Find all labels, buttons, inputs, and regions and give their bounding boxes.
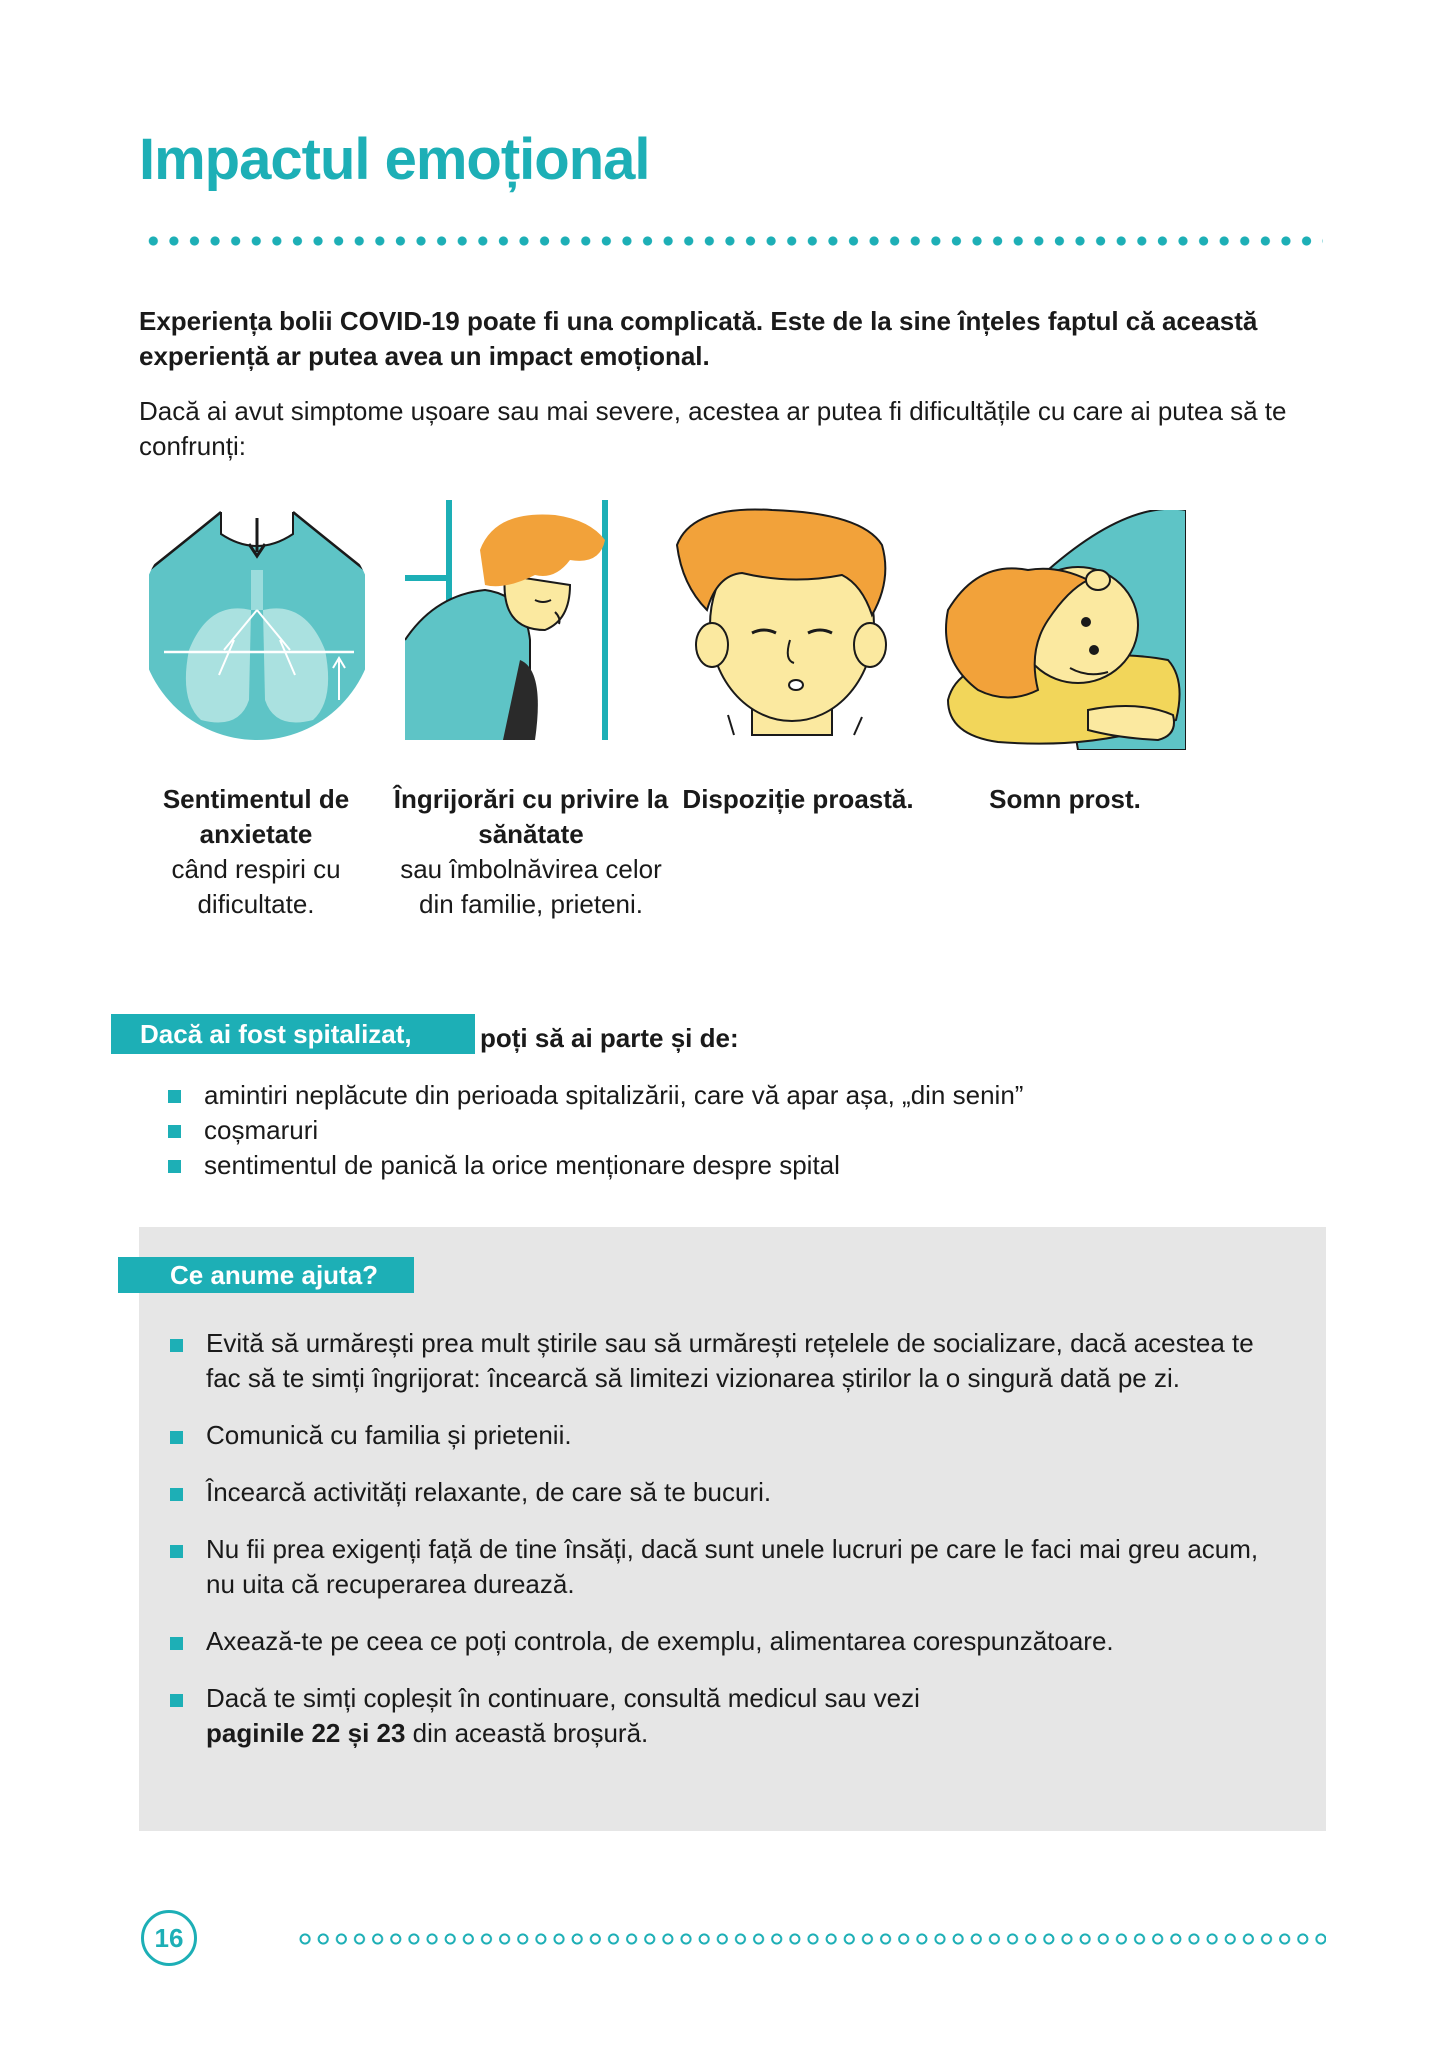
list-item: Nu fii prea exigenți față de tine însăți, dacă sunt unele lucruri pe care le faci mai greu acum, nu uita că recuperarea durează. (170, 1532, 1290, 1602)
square-bullet-icon (170, 1431, 183, 1444)
square-bullet-icon (168, 1090, 181, 1103)
hospital-effects-list (168, 1078, 1318, 1183)
intro-paragraph: Dacă ai avut simptome ușoare sau mai severe, acestea ar putea fi dificultățile cu care ai putea să te confrunți: (139, 396, 1287, 461)
list-item: sentimentul de panică la orice menționare despre spital (168, 1148, 1318, 1183)
dotted-footer-divider (296, 1932, 1326, 1946)
help-list (170, 1326, 1290, 1773)
caption-health-worries: Îngrijorări cu privire la sănătate sau îmbolnăvirea celor din familie, prieteni. (393, 784, 669, 919)
hospitalized-pill-label: Dacă ai fost spitalizat, (111, 1014, 475, 1054)
list-item: Evită să urmărești prea mult știrile sau să urmărești rețelele de socializare, dacă acestea te fac să te simți îngrijorat: încearcă să limitezi vizionarea știrilor la o singură dată pe zi. (170, 1326, 1290, 1396)
list-item: Dacă te simți copleșit în continuare, consultă medicul sau vezi paginile 22 și 23 din această broșură. (170, 1681, 1290, 1751)
square-bullet-icon (170, 1488, 183, 1501)
lungs-breathing-illustration (139, 500, 375, 740)
caption-bad-mood: Dispoziție proastă. (682, 784, 914, 814)
dotted-divider (143, 235, 1323, 247)
square-bullet-icon (170, 1637, 183, 1650)
sleeping-person-illustration (938, 510, 1186, 750)
square-bullet-icon (168, 1160, 181, 1173)
intro-bold-paragraph: Experiența bolii COVID-19 poate fi una complicată. Este de la sine înțeles faptul că această experiență ar putea avea un impact emoțional. (139, 306, 1258, 371)
hospitalized-rest-label: poți să ai parte și de: (480, 1023, 739, 1053)
square-bullet-icon (168, 1125, 181, 1138)
list-item: Încearcă activități relaxante, de care să te bucuri. (170, 1475, 1290, 1510)
page-title: Impactul emoțional (139, 127, 650, 192)
square-bullet-icon (170, 1339, 183, 1352)
list-item: Comunică cu familia și prietenii. (170, 1418, 1290, 1453)
list-item: coșmaruri (168, 1113, 1318, 1148)
square-bullet-icon (170, 1694, 183, 1707)
caption-bad-sleep: Somn prost. (989, 784, 1141, 814)
page-number: 16 (141, 1910, 197, 1966)
caption-anxiety: Sentimentul de anxietate când respiri cu dificultate. (162, 784, 350, 919)
list-item: Axează-te pe ceea ce poți controla, de exemplu, alimentarea corespunzătoare. (170, 1624, 1290, 1659)
page-reference: paginile 22 și 23 (206, 1718, 406, 1748)
square-bullet-icon (170, 1545, 183, 1558)
sad-face-illustration (672, 505, 910, 745)
list-item: amintiri neplăcute din perioada spitalizării, care vă apar așa, „din senin” (168, 1078, 1318, 1113)
worried-person-illustration (405, 500, 645, 740)
help-pill-label: Ce anume ajuta? (118, 1257, 414, 1293)
